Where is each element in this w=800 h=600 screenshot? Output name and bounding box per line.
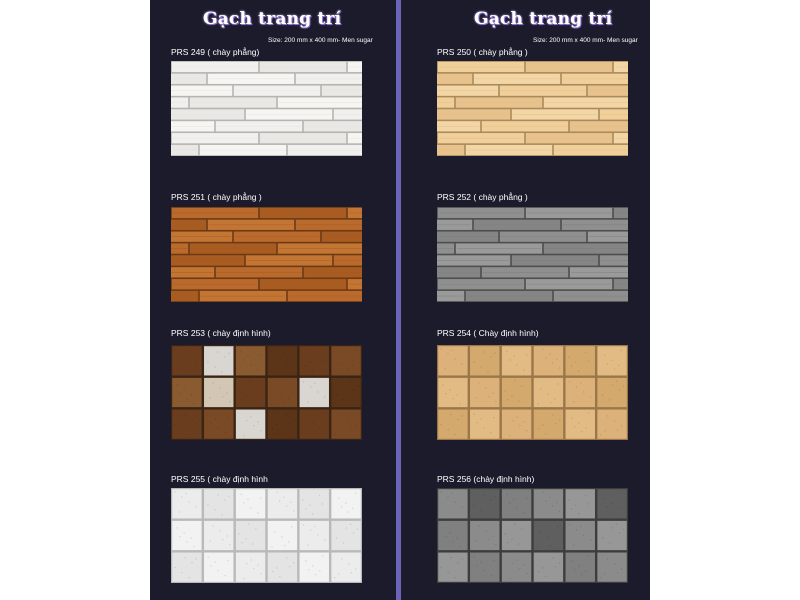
tile-swatch [437, 61, 628, 156]
tile-swatch [437, 207, 628, 302]
tile-swatch [171, 488, 362, 583]
tile-image-prs256 [437, 488, 628, 583]
tile-image-prs251 [171, 207, 362, 302]
tile-swatch [171, 61, 362, 156]
tile-label-prs251: PRS 251 ( chày phẳng ) [171, 192, 262, 202]
tile-label-prs253: PRS 253 ( chày định hình) [171, 328, 271, 338]
tile-image-prs252 [437, 207, 628, 302]
tile-label-prs250: PRS 250 ( chày phẳng ) [437, 47, 528, 57]
tile-image-prs253 [171, 345, 362, 440]
tile-label-prs254: PRS 254 ( Chày định hình) [437, 328, 539, 338]
tile-label-prs249: PRS 249 ( chày phẳng) [171, 47, 260, 57]
left-size-note: Size: 200 mm x 400 mm- Men sugar [268, 37, 373, 44]
panel-divider [396, 0, 401, 600]
tile-label-prs255: PRS 255 ( chày định hình [171, 474, 268, 484]
left-title: Gạch trang trí [203, 9, 342, 29]
tile-label-prs252: PRS 252 ( chày phẳng ) [437, 192, 528, 202]
right-size-note: Size: 200 mm x 400 mm- Men sugar [533, 37, 638, 44]
tile-label-prs256: PRS 256 (chày định hình) [437, 474, 535, 484]
tile-image-prs255 [171, 488, 362, 583]
right-title: Gạch trang trí [474, 9, 613, 29]
tile-image-prs254 [437, 345, 628, 440]
tile-image-prs249 [171, 61, 362, 156]
tile-swatch [437, 345, 628, 440]
tile-swatch [171, 207, 362, 302]
tile-swatch [437, 488, 628, 583]
tile-swatch [171, 345, 362, 440]
tile-image-prs250 [437, 61, 628, 156]
